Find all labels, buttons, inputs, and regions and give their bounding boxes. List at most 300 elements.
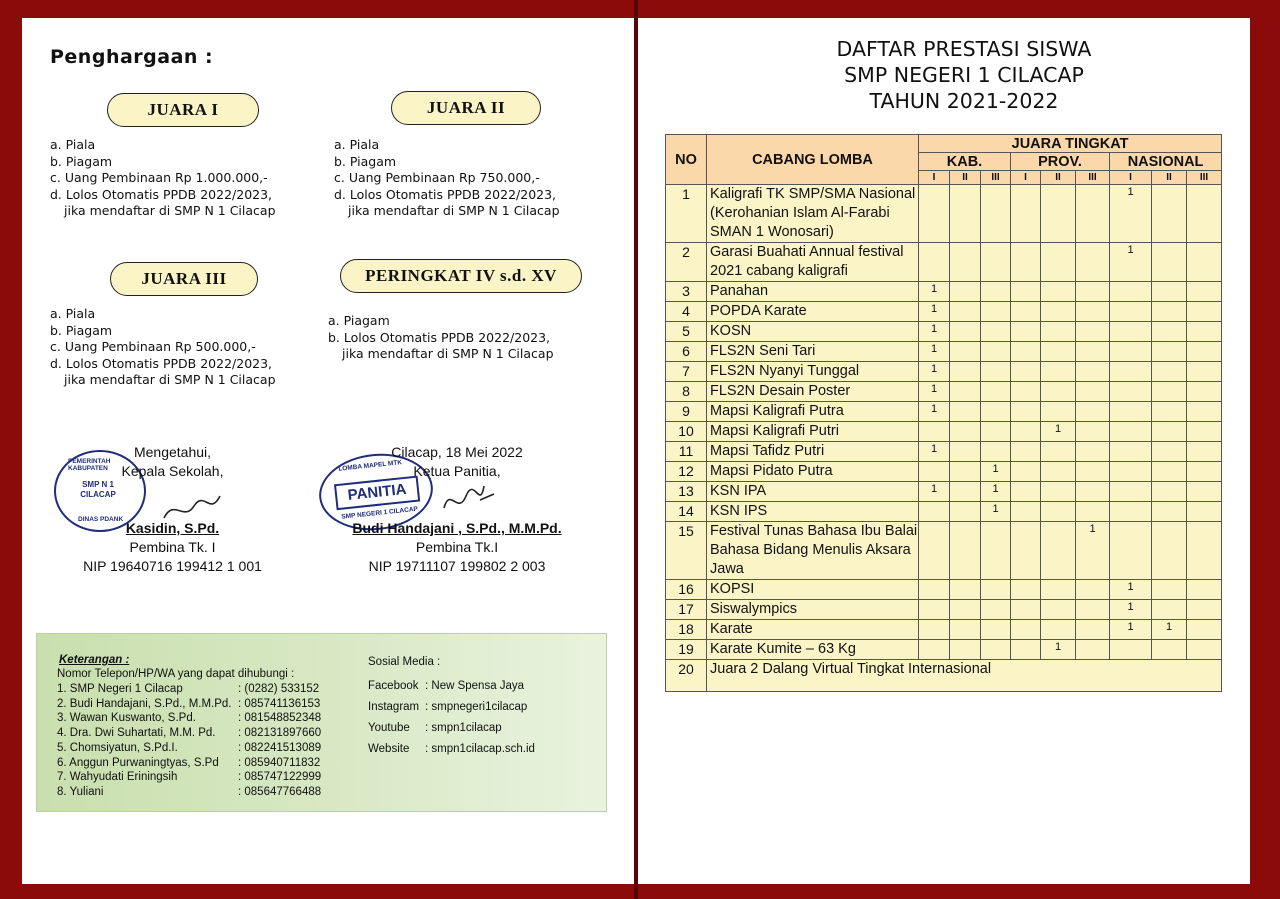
row-cabang: Karate bbox=[707, 620, 919, 640]
rank-cell bbox=[919, 620, 950, 640]
rank-cell bbox=[950, 243, 981, 282]
rank-cell bbox=[1187, 502, 1222, 522]
rank-cell bbox=[1110, 422, 1152, 442]
right-page bbox=[638, 18, 1250, 884]
juara-1-list bbox=[50, 137, 276, 220]
rank-cell bbox=[1011, 502, 1041, 522]
row-cabang: Kaligrafi TK SMP/SMA Nasional (Kerohanian Islam Al-Farabi SMAN 1 Wonosari) bbox=[707, 185, 919, 243]
rank-cell: 1 bbox=[1110, 243, 1152, 282]
contact-phone: : 082131897660 bbox=[238, 727, 322, 740]
row-number: 14 bbox=[666, 502, 707, 522]
rank-cell bbox=[1152, 342, 1187, 362]
rank-cell bbox=[1152, 462, 1187, 482]
juara-3-list bbox=[50, 306, 276, 389]
rank-cell bbox=[950, 302, 981, 322]
rank-cell bbox=[1011, 522, 1041, 580]
rank-cell bbox=[1152, 580, 1187, 600]
prize-item: a. Piala bbox=[50, 137, 96, 152]
row-number: 13 bbox=[666, 482, 707, 502]
contact-name: 5. Chomsiyatun, S.Pd.I. bbox=[57, 741, 178, 754]
rank-cell bbox=[981, 322, 1011, 342]
rank-header: III bbox=[1076, 171, 1110, 185]
rank-cell bbox=[1076, 243, 1110, 282]
row-number: 7 bbox=[666, 362, 707, 382]
rank-cell: 1 bbox=[919, 362, 950, 382]
sig-line1: Cilacap, 18 Mei 2022 bbox=[391, 444, 523, 460]
rank-cell bbox=[950, 282, 981, 302]
prize-item: b. Piagam bbox=[50, 153, 113, 169]
rank-cell bbox=[1187, 362, 1222, 382]
rank-cell bbox=[1152, 282, 1187, 302]
rank-cell: 1 bbox=[919, 342, 950, 362]
rank-cell bbox=[1110, 382, 1152, 402]
contact-name: 6. Anggun Purwaningtyas, S.Pd bbox=[57, 756, 219, 769]
prize-item: a. Piala bbox=[50, 306, 96, 321]
rank-cell bbox=[1110, 302, 1152, 322]
rank-cell bbox=[1076, 402, 1110, 422]
contact-phone: : 082241513089 bbox=[238, 741, 322, 754]
row-cabang: Mapsi Pidato Putra bbox=[707, 462, 919, 482]
rank-cell bbox=[1041, 382, 1076, 402]
rank-cell bbox=[1076, 342, 1110, 362]
rank-cell bbox=[950, 462, 981, 482]
rank-cell: 1 bbox=[981, 462, 1011, 482]
row-number: 6 bbox=[666, 342, 707, 362]
rank-cell bbox=[1187, 322, 1222, 342]
rank-cell bbox=[1152, 442, 1187, 462]
prize-item: c. Uang Pembinaan Rp 750.000,- bbox=[334, 170, 540, 185]
contact-name: 8. Yuliani bbox=[57, 785, 104, 798]
row-cabang: Garasi Buahati Annual festival 2021 cabang kaligrafi bbox=[707, 243, 919, 282]
prize-item: d. Lolos Otomatis PPDB 2022/2023, bbox=[334, 186, 557, 202]
rank-cell bbox=[1041, 502, 1076, 522]
rank-cell: 1 bbox=[1110, 620, 1152, 640]
rank-cell bbox=[1187, 422, 1222, 442]
social-label: Youtube bbox=[368, 722, 410, 734]
rank-cell bbox=[1152, 522, 1187, 580]
rank-cell bbox=[1041, 243, 1076, 282]
contact-list bbox=[57, 682, 321, 800]
rank-header: I bbox=[919, 171, 950, 185]
rank-cell bbox=[981, 422, 1011, 442]
table-row bbox=[666, 442, 1222, 462]
contact-row bbox=[57, 682, 321, 697]
page-title bbox=[638, 36, 1280, 114]
stamp-bottom-text: DINAS PDANK bbox=[78, 516, 124, 523]
row-number: 5 bbox=[666, 322, 707, 342]
rank-cell bbox=[981, 362, 1011, 382]
keterangan-title: Keterangan : bbox=[59, 654, 130, 666]
rank-cell bbox=[950, 185, 981, 243]
rank-cell bbox=[1011, 580, 1041, 600]
rank-cell bbox=[1041, 462, 1076, 482]
rank-cell bbox=[1152, 640, 1187, 660]
rank-cell bbox=[919, 422, 950, 442]
prize-item: d. Lolos Otomatis PPDB 2022/2023, bbox=[50, 186, 273, 202]
rank-cell bbox=[950, 600, 981, 620]
rank-cell: 1 bbox=[919, 282, 950, 302]
sig-line1: Mengetahui, bbox=[133, 444, 212, 460]
juara-3-pill: JUARA III bbox=[110, 262, 258, 296]
rank-cell: 1 bbox=[919, 442, 950, 462]
rank-cell bbox=[1110, 442, 1152, 462]
rank-cell bbox=[1011, 362, 1041, 382]
rank-cell bbox=[1076, 382, 1110, 402]
row-number: 8 bbox=[666, 382, 707, 402]
rank-header: II bbox=[1152, 171, 1187, 185]
rank-cell bbox=[1041, 600, 1076, 620]
rank-cell bbox=[1187, 482, 1222, 502]
rank-cell bbox=[1011, 620, 1041, 640]
rank-cell bbox=[981, 185, 1011, 243]
rank-cell bbox=[1011, 640, 1041, 660]
rank-cell bbox=[1011, 342, 1041, 362]
row-cabang: FLS2N Desain Poster bbox=[707, 382, 919, 402]
contact-phone: : 085940711832 bbox=[238, 756, 321, 769]
rank-cell bbox=[1076, 422, 1110, 442]
rank-cell: 1 bbox=[1041, 422, 1076, 442]
rank-cell bbox=[1041, 282, 1076, 302]
contact-row bbox=[57, 756, 321, 771]
rank-cell bbox=[1187, 402, 1222, 422]
rank-cell: 1 bbox=[919, 322, 950, 342]
rank-cell bbox=[1076, 502, 1110, 522]
table-row bbox=[666, 600, 1222, 620]
rank-cell: 1 bbox=[1076, 522, 1110, 580]
rank-cell: 1 bbox=[1110, 600, 1152, 620]
table-row bbox=[666, 402, 1222, 422]
social-value: : New Spensa Jaya bbox=[425, 680, 525, 692]
header-prov: PROV. bbox=[1011, 153, 1110, 171]
title-line-2: SMP NEGERI 1 CILACAP bbox=[844, 63, 1084, 87]
stamp-center-text: PANITIA bbox=[334, 476, 420, 511]
rank-cell bbox=[1152, 402, 1187, 422]
contact-row bbox=[57, 711, 321, 726]
title-line-1: DAFTAR PRESTASI SISWA bbox=[836, 37, 1092, 61]
table-row bbox=[666, 322, 1222, 342]
contact-name: 4. Dra. Dwi Suhartati, M.M. Pd. bbox=[57, 727, 216, 740]
sig-line2: Ketua Panitia, bbox=[413, 463, 501, 479]
row-cabang: Siswalympics bbox=[707, 600, 919, 620]
rank-cell bbox=[1110, 362, 1152, 382]
contact-row bbox=[57, 770, 321, 785]
rank-cell bbox=[1187, 580, 1222, 600]
rank-cell bbox=[950, 382, 981, 402]
rank-cell bbox=[1041, 620, 1076, 640]
row-number: 20 bbox=[666, 660, 707, 692]
contact-phone: : (0282) 533152 bbox=[238, 683, 320, 695]
row-number: 4 bbox=[666, 302, 707, 322]
rank-cell bbox=[1041, 442, 1076, 462]
contact-name: 2. Budi Handajani, S.Pd., M.M.Pd. bbox=[57, 697, 232, 710]
rank-cell bbox=[1076, 282, 1110, 302]
rank-cell bbox=[1076, 640, 1110, 660]
contact-row bbox=[57, 785, 321, 800]
prize-item: jika mendaftar di SMP N 1 Cilacap bbox=[64, 203, 276, 218]
social-title: Sosial Media : bbox=[368, 656, 441, 668]
rank-cell bbox=[1011, 302, 1041, 322]
header-juara-tingkat: JUARA TINGKAT bbox=[919, 135, 1222, 153]
rank-header: III bbox=[1187, 171, 1222, 185]
rank-cell bbox=[1076, 600, 1110, 620]
table-row bbox=[666, 302, 1222, 322]
stamp-center-text: SMP N 1 CILACAP bbox=[80, 480, 116, 499]
rank-cell bbox=[1011, 442, 1041, 462]
contact-name: 3. Wawan Kuswanto, S.Pd. bbox=[57, 712, 196, 725]
prize-item: c. Uang Pembinaan Rp 500.000,- bbox=[50, 339, 256, 354]
prize-item: b. Piagam bbox=[50, 322, 113, 338]
rank-cell bbox=[1187, 522, 1222, 580]
rank-cell bbox=[981, 342, 1011, 362]
rank-cell bbox=[950, 640, 981, 660]
row-number: 15 bbox=[666, 522, 707, 580]
row-cabang: POPDA Karate bbox=[707, 302, 919, 322]
rank-cell bbox=[919, 522, 950, 580]
rank-cell bbox=[950, 422, 981, 442]
rank-cell bbox=[1110, 482, 1152, 502]
rank-cell bbox=[1110, 502, 1152, 522]
rank-header: I bbox=[1110, 171, 1152, 185]
rank-cell bbox=[1152, 482, 1187, 502]
rank-cell bbox=[1041, 322, 1076, 342]
prestasi-table bbox=[665, 134, 1222, 692]
rank-cell bbox=[1152, 422, 1187, 442]
social-label: Website bbox=[368, 743, 410, 755]
table-row bbox=[666, 243, 1222, 282]
row-cabang: KOSN bbox=[707, 322, 919, 342]
header-no: NO bbox=[666, 135, 707, 185]
rank-cell bbox=[950, 442, 981, 462]
juara-2-list bbox=[334, 137, 560, 220]
rank-cell: 1 bbox=[1041, 640, 1076, 660]
rank-cell bbox=[1187, 600, 1222, 620]
row-number: 11 bbox=[666, 442, 707, 462]
contact-phone: : 085747122999 bbox=[238, 771, 322, 784]
rank-cell bbox=[981, 640, 1011, 660]
rank-cell bbox=[981, 382, 1011, 402]
row-cabang: FLS2N Nyanyi Tunggal bbox=[707, 362, 919, 382]
title-line-3: TAHUN 2021-2022 bbox=[869, 89, 1059, 113]
keterangan-subtitle: Nomor Telepon/HP/WA yang dapat dihubungi : bbox=[57, 668, 295, 680]
row-number: 19 bbox=[666, 640, 707, 660]
contact-phone: : 085741136153 bbox=[238, 697, 321, 710]
rank-cell bbox=[919, 462, 950, 482]
rank-cell bbox=[1076, 302, 1110, 322]
rank-cell bbox=[981, 600, 1011, 620]
rank-cell bbox=[1187, 620, 1222, 640]
row-cabang: KSN IPS bbox=[707, 502, 919, 522]
table-row bbox=[666, 660, 1222, 692]
rank-header: III bbox=[981, 171, 1011, 185]
rank-cell bbox=[950, 522, 981, 580]
row-cabang: FLS2N Seni Tari bbox=[707, 342, 919, 362]
row-number: 10 bbox=[666, 422, 707, 442]
rank-cell bbox=[1011, 462, 1041, 482]
rank-cell bbox=[1110, 640, 1152, 660]
rank-cell bbox=[1152, 600, 1187, 620]
rank-cell bbox=[1011, 402, 1041, 422]
contact-name: 7. Wahyudati Eriningsih bbox=[57, 771, 178, 784]
social-value: : smpnegeri1cilacap bbox=[425, 701, 528, 713]
row-cabang: KSN IPA bbox=[707, 482, 919, 502]
row-cabang: Karate Kumite – 63 Kg bbox=[707, 640, 919, 660]
sig-line2: Kepala Sekolah, bbox=[121, 463, 224, 479]
rank-cell bbox=[1011, 322, 1041, 342]
rank-cell bbox=[1076, 322, 1110, 342]
rank-cell bbox=[919, 185, 950, 243]
row-number: 9 bbox=[666, 402, 707, 422]
rank-cell bbox=[1076, 442, 1110, 462]
table-row bbox=[666, 462, 1222, 482]
rank-cell bbox=[1041, 482, 1076, 502]
social-value: : smpn1cilacap bbox=[425, 722, 502, 734]
sig-name: Budi Handajani , S.Pd., M.M.Pd. bbox=[352, 520, 562, 536]
prize-item: a. Piala bbox=[334, 137, 380, 152]
rank-cell bbox=[1011, 422, 1041, 442]
rank-cell bbox=[1152, 243, 1187, 282]
rank-cell bbox=[1041, 362, 1076, 382]
rank-cell bbox=[1187, 243, 1222, 282]
rank-cell bbox=[1152, 322, 1187, 342]
header-kab: KAB. bbox=[919, 153, 1011, 171]
table-row bbox=[666, 282, 1222, 302]
rank-cell bbox=[1187, 185, 1222, 243]
rank-cell: 1 bbox=[981, 482, 1011, 502]
rank-cell bbox=[1041, 402, 1076, 422]
row-cabang: Juara 2 Dalang Virtual Tingkat Internasional bbox=[707, 660, 1222, 692]
rank-cell bbox=[1076, 362, 1110, 382]
prize-item: jika mendaftar di SMP N 1 Cilacap bbox=[342, 346, 554, 361]
social-row bbox=[368, 718, 535, 739]
rank-cell bbox=[981, 620, 1011, 640]
rank-cell bbox=[1187, 442, 1222, 462]
rank-cell bbox=[1152, 382, 1187, 402]
stamp-ring-text: LOMBA MAPEL MTK bbox=[338, 459, 403, 473]
rank-cell bbox=[1011, 243, 1041, 282]
rank-cell bbox=[981, 402, 1011, 422]
rank-cell: 1 bbox=[1110, 580, 1152, 600]
stamp-bottom-text: SMP NEGERI 1 CILACAP bbox=[341, 505, 419, 521]
social-row bbox=[368, 697, 535, 718]
header-cabang: CABANG LOMBA bbox=[707, 135, 919, 185]
keterangan-box bbox=[36, 633, 607, 812]
social-row bbox=[368, 676, 535, 697]
row-number: 2 bbox=[666, 243, 707, 282]
rank-cell bbox=[1110, 322, 1152, 342]
table-row bbox=[666, 185, 1222, 243]
rank-cell bbox=[981, 580, 1011, 600]
sig-nip: NIP 19711107 199802 2 003 bbox=[368, 558, 546, 574]
juara-2-pill: JUARA II bbox=[391, 91, 541, 125]
rank-cell bbox=[1041, 302, 1076, 322]
signature-scribble-icon bbox=[160, 488, 230, 528]
rank-cell bbox=[1041, 185, 1076, 243]
table-row bbox=[666, 362, 1222, 382]
table-row bbox=[666, 422, 1222, 442]
penghargaan-heading: Penghargaan : bbox=[50, 46, 214, 68]
table-row bbox=[666, 482, 1222, 502]
table-row bbox=[666, 580, 1222, 600]
left-page bbox=[22, 18, 634, 884]
sig-nip: NIP 19640716 199412 1 001 bbox=[83, 558, 262, 574]
row-cabang: Mapsi Kaligrafi Putri bbox=[707, 422, 919, 442]
row-number: 1 bbox=[666, 185, 707, 243]
rank-header: II bbox=[1041, 171, 1076, 185]
rank-cell bbox=[1152, 502, 1187, 522]
rank-cell bbox=[1076, 482, 1110, 502]
prize-item: jika mendaftar di SMP N 1 Cilacap bbox=[348, 203, 560, 218]
rank-cell bbox=[919, 600, 950, 620]
contact-phone: : 085647766488 bbox=[238, 785, 322, 798]
social-row bbox=[368, 739, 535, 760]
table-body bbox=[666, 185, 1222, 692]
rank-cell bbox=[1187, 342, 1222, 362]
table-row bbox=[666, 502, 1222, 522]
rank-cell bbox=[1187, 640, 1222, 660]
rank-cell bbox=[1011, 600, 1041, 620]
prize-item: c. Uang Pembinaan Rp 1.000.000,- bbox=[50, 170, 268, 185]
prize-item: b. Piagam bbox=[334, 153, 397, 169]
rank-cell bbox=[1076, 462, 1110, 482]
contact-row bbox=[57, 726, 321, 741]
row-number: 17 bbox=[666, 600, 707, 620]
contact-row bbox=[57, 697, 321, 712]
rank-cell bbox=[1041, 580, 1076, 600]
rank-cell bbox=[950, 482, 981, 502]
rank-cell: 1 bbox=[919, 302, 950, 322]
table-row bbox=[666, 620, 1222, 640]
rank-cell bbox=[1152, 362, 1187, 382]
rank-cell: 1 bbox=[981, 502, 1011, 522]
social-list bbox=[368, 676, 535, 760]
row-cabang: Panahan bbox=[707, 282, 919, 302]
header-nasional: NASIONAL bbox=[1110, 153, 1222, 171]
rank-cell bbox=[1187, 382, 1222, 402]
row-cabang: Mapsi Tafidz Putri bbox=[707, 442, 919, 462]
social-label: Facebook bbox=[368, 680, 419, 692]
rank-cell bbox=[1110, 342, 1152, 362]
prize-item: a. Piagam bbox=[328, 313, 390, 328]
rank-cell bbox=[1076, 185, 1110, 243]
row-number: 3 bbox=[666, 282, 707, 302]
juara-1-pill: JUARA I bbox=[107, 93, 259, 127]
stamp-ring-text: PEMERINTAH KABUPATEN bbox=[68, 458, 111, 472]
rank-cell bbox=[950, 342, 981, 362]
rank-cell bbox=[1041, 522, 1076, 580]
sig-rank: Pembina Tk. I bbox=[129, 539, 216, 555]
rank-cell bbox=[950, 502, 981, 522]
rank-cell bbox=[1011, 282, 1041, 302]
rank-cell: 1 bbox=[1110, 185, 1152, 243]
rank-cell bbox=[1152, 185, 1187, 243]
row-number: 16 bbox=[666, 580, 707, 600]
contact-row bbox=[57, 741, 321, 756]
contact-phone: : 081548852348 bbox=[238, 712, 322, 725]
table-row bbox=[666, 640, 1222, 660]
rank-cell bbox=[919, 580, 950, 600]
rank-cell bbox=[981, 442, 1011, 462]
rank-cell bbox=[981, 302, 1011, 322]
signature-scribble-icon bbox=[440, 480, 500, 520]
rank-cell bbox=[950, 402, 981, 422]
contact-name: 1. SMP Negeri 1 Cilacap bbox=[57, 683, 183, 695]
rank-cell bbox=[981, 243, 1011, 282]
rank-cell bbox=[1110, 462, 1152, 482]
rank-cell bbox=[950, 322, 981, 342]
rank-cell bbox=[919, 243, 950, 282]
prize-item: d. Lolos Otomatis PPDB 2022/2023, bbox=[50, 355, 273, 371]
prize-item: jika mendaftar di SMP N 1 Cilacap bbox=[64, 372, 276, 387]
